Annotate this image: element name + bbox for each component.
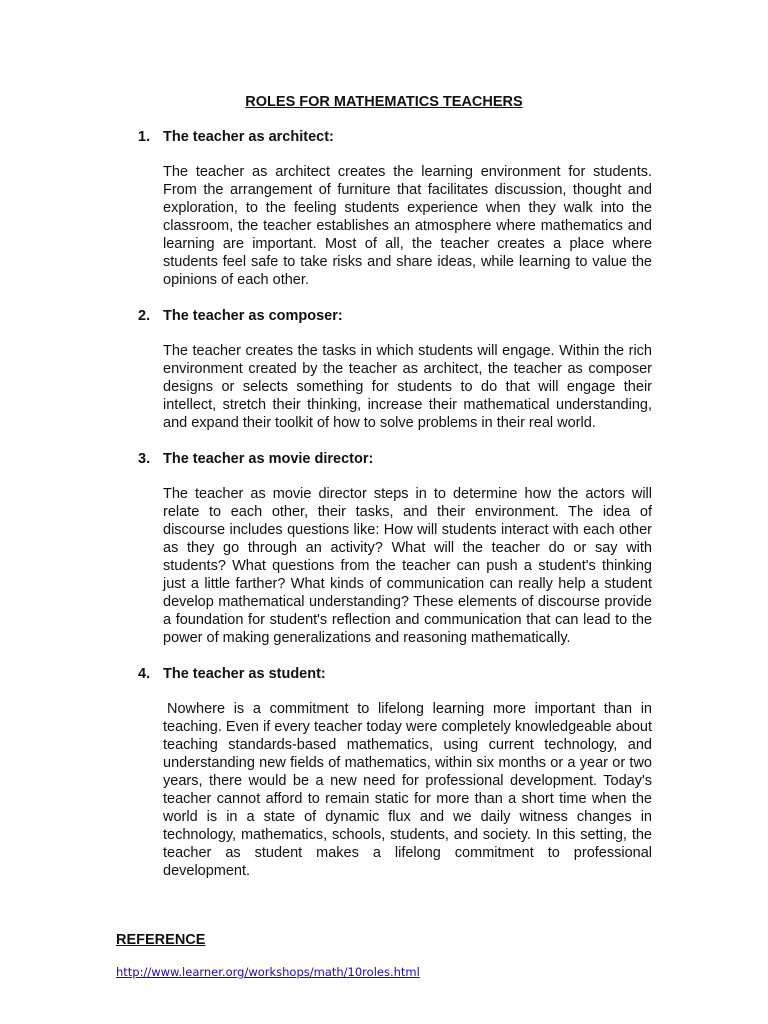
- page-title: ROLES FOR MATHEMATICS TEACHERS: [245, 94, 523, 110]
- reference-heading: REFERENCE: [116, 932, 206, 948]
- section-heading: [138, 450, 652, 468]
- section-heading: [138, 665, 652, 683]
- section-body: The teacher as architect creates the learning environment for students. From the arrangement of furniture that facilitates discussion, thought and exploration, to the feeling students experience when they walk into the classroom, the teacher establishes an atmosphere where mathematics and learning are important. Most of all, the teacher creates a place where students feel safe to take risks and share ideas, while learning to value the opinions of each other.: [163, 164, 652, 288]
- section-heading-text: The teacher as student:: [163, 666, 326, 682]
- section-heading-text: The teacher as movie director:: [163, 451, 374, 467]
- sections-list: [138, 128, 652, 898]
- section-number: 2.: [138, 308, 151, 324]
- section-body: The teacher creates the tasks in which students will engage. Within the rich environment created by the teacher as architect, the teacher as composer designs or selects something for students to do that will engage their intellect, stretch their thinking, increase their mathematical understanding, and expand their toolkit of how to solve problems in their real world.: [163, 343, 652, 431]
- section-number: 4.: [138, 666, 151, 682]
- section-heading-text: The teacher as architect:: [163, 129, 334, 145]
- section-heading-text: The teacher as composer:: [163, 308, 343, 324]
- section-body: Nowhere is a commitment to lifelong learning more important than in teaching. Even if every teacher today were completely knowledgeable about teaching standards-based mathematics, using current technology, and understanding new fields of mathematics, within six months or a year or two years, there would be a new need for professional development. Today's teacher cannot afford to remain static for more than a short time when the world is in a state of dynamic flux and we daily witness changes in technology, mathematics, schools, students, and society. In this setting, the teacher as student makes a lifelong commitment to professional development.: [163, 701, 652, 879]
- section-heading: [138, 307, 652, 325]
- section-body: The teacher as movie director steps in to determine how the actors will relate to each other, their tasks, and their environment. The idea of discourse includes questions like: How will students interact with each other as they go through an activity? What will the teacher do or say with students? What questions from the teacher can push a student's thinking just a little farther? What kinds of communication can really help a student develop mathematical understanding? These elements of discourse provide a foundation for student's reflection and communication that can lead to the power of making generalizations and reasoning mathematically.: [163, 486, 652, 646]
- section-movie-director: [138, 450, 652, 647]
- section-architect: [138, 128, 652, 289]
- section-composer: [138, 307, 652, 432]
- section-number: 3.: [138, 451, 151, 467]
- section-student: [138, 665, 652, 880]
- section-heading: [138, 128, 652, 146]
- section-number: 1.: [138, 129, 151, 145]
- reference-link[interactable]: http://www.learner.org/workshops/math/10roles.html: [116, 965, 420, 979]
